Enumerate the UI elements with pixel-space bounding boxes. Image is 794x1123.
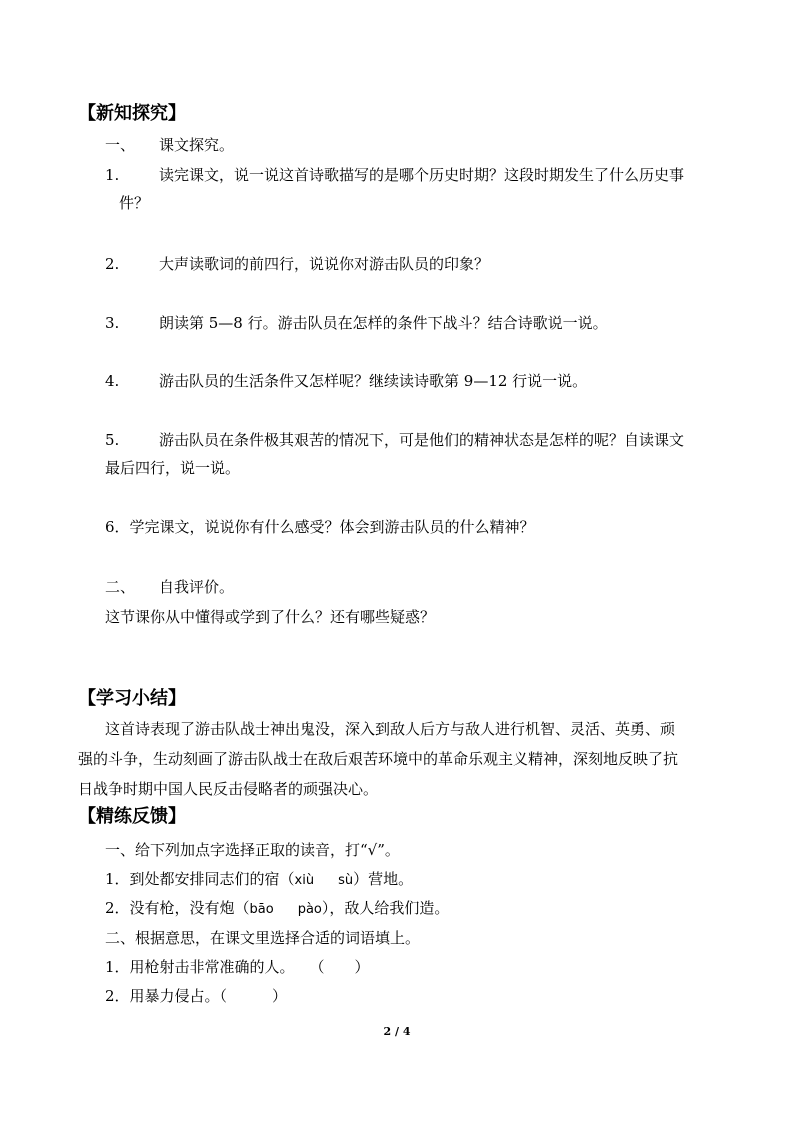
- question-number: 4.: [105, 372, 120, 390]
- part-two-title: [105, 577, 234, 597]
- part-number: 一、: [105, 136, 136, 154]
- page-number: 2 / 4: [383, 1025, 411, 1038]
- question-text: 朗读第 5—8 行。游击队员在怎样的条件下战斗？结合诗歌说一说。: [159, 314, 608, 332]
- pinyin-option[interactable]: xiù: [294, 873, 315, 888]
- practice-item-2: [105, 898, 449, 920]
- pinyin-option[interactable]: sù: [338, 873, 354, 888]
- practice-part-two-instructions: 二、根据意思，在课文里选择合适的词语填上。: [105, 929, 421, 947]
- question-6: 6．学完课文，说说你有什么感受？体会到游击队员的什么精神？: [105, 518, 535, 536]
- summary-line: 日战争时期中国人民反击侵略者的顽强决心。: [78, 780, 379, 798]
- question-text: 大声读歌词的前四行，说说你对游击队员的印象？: [159, 255, 490, 273]
- question-5: [105, 430, 684, 450]
- part-number: 二、: [105, 578, 136, 596]
- question-5-continuation: 最后四行，说一说。: [105, 459, 241, 477]
- practice-item-1: [105, 869, 413, 891]
- part-label: 课文探究。: [159, 136, 235, 154]
- item-text: 1．到处都安排同志们的宿（: [105, 870, 295, 888]
- question-number: 3.: [105, 314, 120, 332]
- item-text: ）营地。: [353, 870, 414, 888]
- section-heading-practice: 【精练反馈】: [78, 806, 186, 827]
- section-heading-new-knowledge: 【新知探究】: [78, 103, 186, 124]
- part-label: 自我评价。: [159, 578, 235, 596]
- practice-item-4[interactable]: 2．用暴力侵占。（ ）: [105, 987, 288, 1005]
- pinyin-option[interactable]: pào: [297, 902, 322, 917]
- question-3: [105, 313, 608, 333]
- item-text: 2．没有枪，没有炮（: [105, 899, 250, 917]
- question-4: [105, 371, 587, 391]
- part-one-title: [105, 135, 234, 155]
- question-number: 5.: [105, 431, 120, 449]
- summary-line: 这首诗表现了游击队战士神出鬼没，深入到敌人后方与敌人进行机智、灵活、英勇、顽: [105, 720, 676, 738]
- question-text: 读完课文，说一说这首诗歌描写的是哪个历史时期？这段时期发生了什么历史事: [159, 166, 685, 184]
- question-text: 游击队员的生活条件又怎样呢？继续读诗歌第 9—12 行说一说。: [159, 372, 588, 390]
- practice-part-one-instructions: 一、给下列加点字选择正取的读音，打“√”。: [105, 841, 400, 859]
- item-text: ），敌人给我们造。: [321, 899, 450, 917]
- question-1: [105, 165, 684, 185]
- summary-line: 强的斗争，生动刻画了游击队战士在敌后艰苦环境中的革命乐观主义精神，深刻地反映了抗: [78, 750, 679, 768]
- section-heading-summary: 【学习小结】: [78, 688, 186, 709]
- question-1-continuation: 件？: [119, 194, 150, 212]
- question-text: 游击队员在条件极其艰苦的情况下，可是他们的精神状态是怎样的呢？自读课文: [159, 431, 685, 449]
- question-number: 1.: [105, 166, 120, 184]
- question-2: [105, 254, 489, 274]
- pinyin-option[interactable]: bāo: [249, 902, 274, 917]
- practice-item-3[interactable]: 1．用枪射击非常准确的人。 （ ）: [105, 958, 370, 976]
- reflection-prompt: 这节课你从中懂得或学到了什么？还有哪些疑惑？: [105, 608, 436, 626]
- question-number: 2.: [105, 255, 120, 273]
